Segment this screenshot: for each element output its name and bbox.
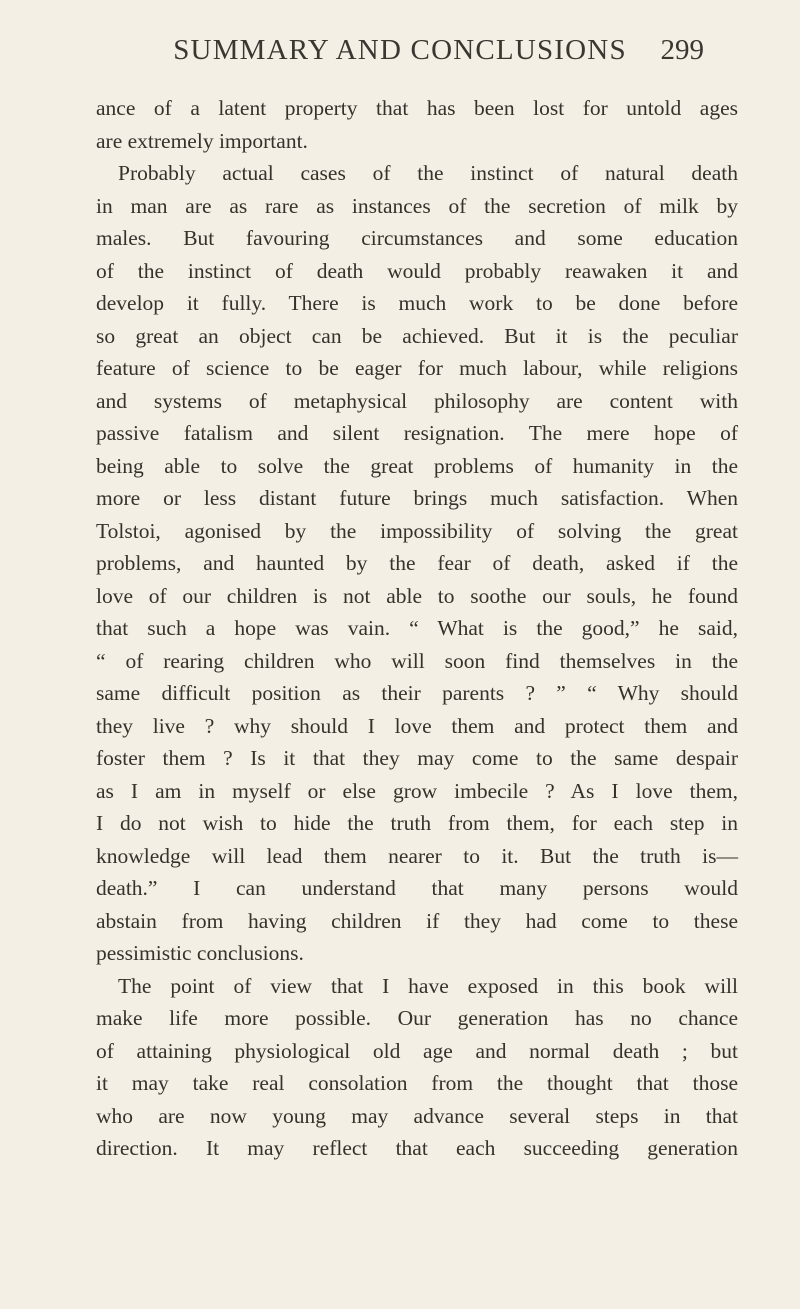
text-line: “ of rearing children who will soon find themselves in the: [96, 648, 738, 673]
text-line: knowledge will lead them nearer to it. But the truth is—: [96, 843, 738, 868]
running-title: SUMMARY AND CONCLUSIONS: [173, 34, 627, 66]
body-text: [96, 92, 738, 1165]
text-line: that such a hope was vain. “ What is the good,” he said,: [96, 616, 738, 640]
text-line: are extremely important.: [96, 128, 308, 153]
running-head: [96, 34, 704, 74]
text-line: love of our children is not able to soothe our souls, he found: [96, 583, 738, 608]
text-line: abstain from having children if they had come to these: [96, 908, 738, 933]
text-line: of attaining physiological old age and normal death ; but: [96, 1038, 738, 1063]
text-line: Probably actual cases of the instinct of natural death: [118, 161, 738, 185]
text-line: death.” I can understand that many persons would: [96, 876, 738, 900]
text-line: being able to solve the great problems of humanity in the: [96, 453, 738, 478]
text-line: problems, and haunted by the fear of death, asked if the: [96, 551, 738, 575]
text-line: they live ? why should I love them and protect them and: [96, 713, 738, 738]
text-line: pessimistic conclusions.: [96, 941, 304, 965]
text-line: so great an object can be achieved. But it is the peculiar: [96, 323, 738, 348]
text-line: direction. It may reflect that each succeeding generation: [96, 1136, 738, 1160]
text-line: of the instinct of death would probably reawaken it and: [96, 258, 738, 283]
text-line: it may take real consolation from the thought that those: [96, 1071, 738, 1095]
text-line: Tolstoi, agonised by the impossibility of solving the great: [96, 518, 738, 543]
text-line: passive fatalism and silent resignation. The mere hope of: [96, 421, 738, 445]
text-line: ance of a latent property that has been lost for untold ages: [96, 96, 738, 120]
text-line: I do not wish to hide the truth from them, for each step in: [96, 811, 738, 835]
text-line: as I am in myself or else grow imbecile ? As I love them,: [96, 778, 738, 803]
text-line: feature of science to be eager for much labour, while religions: [96, 356, 738, 380]
text-line: males. But favouring circumstances and some education: [96, 226, 738, 250]
text-line: and systems of metaphysical philosophy are content with: [96, 388, 738, 413]
text-line: in man are as rare as instances of the secretion of milk by: [96, 193, 738, 218]
text-line: The point of view that I have exposed in this book will: [118, 973, 738, 998]
page-number: 299: [660, 34, 704, 66]
text-line: more or less distant future brings much satisfaction. When: [96, 486, 738, 510]
text-line: foster them ? Is it that they may come to the same despair: [96, 746, 738, 770]
text-line: make life more possible. Our generation has no chance: [96, 1006, 738, 1030]
text-line: develop it fully. There is much work to be done before: [96, 291, 738, 315]
text-line: same difficult position as their parents ? ” “ Why should: [96, 681, 738, 705]
text-line: who are now young may advance several steps in that: [96, 1103, 738, 1128]
